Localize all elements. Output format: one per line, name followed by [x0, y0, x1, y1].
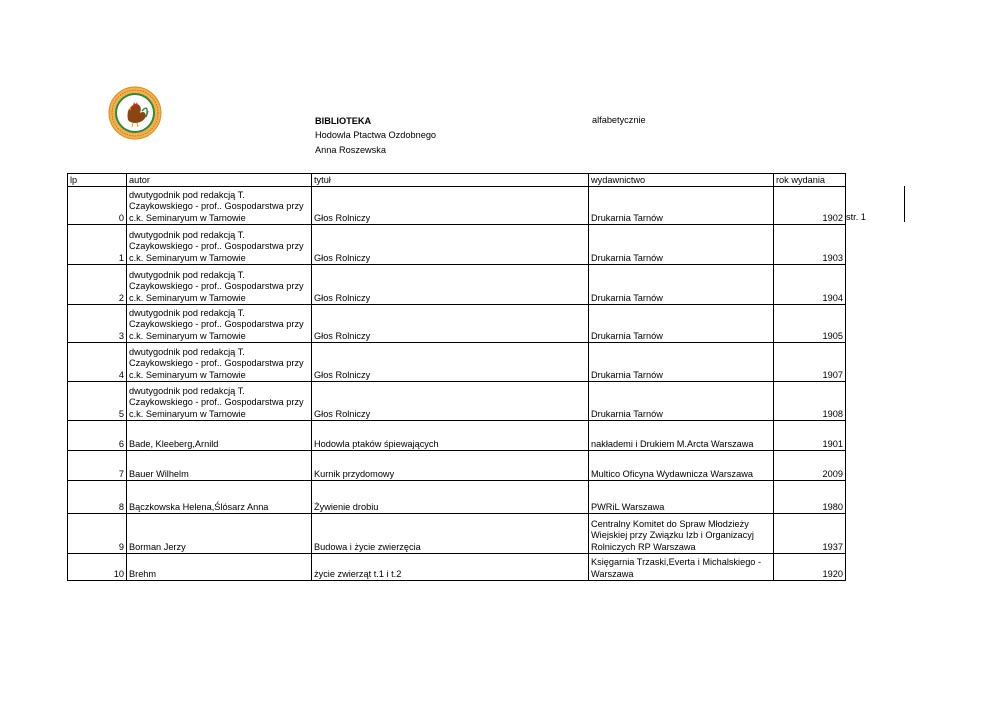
column-header-autor: autor — [127, 174, 312, 187]
cell-autor: Brehm — [127, 554, 312, 581]
cell-lp: 10 — [68, 554, 127, 581]
cell-tytul: Głos Rolniczy — [312, 305, 589, 343]
cell-lp: 9 — [68, 514, 127, 554]
cell-tytul: Hodowla ptaków śpiewających — [312, 421, 589, 451]
cell-rok: 1920 — [774, 554, 846, 581]
cell-tytul: Głos Rolniczy — [312, 265, 589, 305]
table-row — [68, 421, 846, 451]
table-row — [68, 382, 846, 421]
cell-wydawnictwo: Drukarnia Tarnów — [589, 265, 774, 305]
cell-tytul: Kurnik przydomowy — [312, 451, 589, 481]
cell-rok: 1937 — [774, 514, 846, 554]
cell-rok: 1980 — [774, 481, 846, 514]
cell-lp: 2 — [68, 265, 127, 305]
column-header-rok: rok wydania — [774, 174, 846, 187]
table-row — [68, 514, 846, 554]
column-header-tytul: tytuł — [312, 174, 589, 187]
cell-lp: 3 — [68, 305, 127, 343]
cell-rok: 1905 — [774, 305, 846, 343]
cell-lp: 7 — [68, 451, 127, 481]
cell-wydawnictwo: Centralny Komitet do Spraw Młodzieży Wiejskiej przy Związku Izb i Organizacyj Rolniczych RP Warszawa — [589, 514, 774, 554]
cell-autor: dwutygodnik pod redakcją T. Czaykowskiego - prof.. Gospodarstwa przy c.k. Seminaryum w Tarnowie — [127, 305, 312, 343]
cell-rok: 1902 — [774, 187, 846, 225]
cell-autor: dwutygodnik pod redakcją T. Czaykowskiego - prof.. Gospodarstwa przy c.k. Seminaryum w Tarnowie — [127, 382, 312, 421]
table-row — [68, 265, 846, 305]
cell-tytul: Głos Rolniczy — [312, 225, 589, 265]
table-row — [68, 305, 846, 343]
cell-lp: 6 — [68, 421, 127, 451]
rooster-logo-icon — [108, 86, 162, 140]
cell-rok: 2009 — [774, 451, 846, 481]
cell-wydawnictwo: Drukarnia Tarnów — [589, 225, 774, 265]
cell-autor: dwutygodnik pod redakcją T. Czaykowskiego - prof.. Gospodarstwa przy c.k. Seminaryum w Tarnowie — [127, 225, 312, 265]
document-subtitle: Hodowla Ptactwa Ozdobnego — [315, 130, 437, 140]
cell-wydawnictwo: Multico Oficyna Wydawnicza Warszawa — [589, 451, 774, 481]
cell-autor: Bauer Wilhelm — [127, 451, 312, 481]
cell-wydawnictwo: Drukarnia Tarnów — [589, 343, 774, 382]
cell-autor: Borman Jerzy — [127, 514, 312, 554]
cell-rok: 1903 — [774, 225, 846, 265]
cell-wydawnictwo: Drukarnia Tarnów — [589, 305, 774, 343]
document-title: BIBLIOTEKA — [315, 116, 372, 126]
cell-tytul: Żywienie drobiu — [312, 481, 589, 514]
cell-rok: 1908 — [774, 382, 846, 421]
cell-lp: 5 — [68, 382, 127, 421]
table-row — [68, 225, 846, 265]
cell-tytul: Głos Rolniczy — [312, 343, 589, 382]
sort-note: alfabetycznie — [592, 115, 646, 125]
document-author: Anna Roszewska — [315, 145, 386, 155]
cell-lp: 1 — [68, 225, 127, 265]
cell-wydawnictwo: nakłademi i Drukiem M.Arcta Warszawa — [589, 421, 774, 451]
cell-wydawnictwo: Drukarnia Tarnów — [589, 187, 774, 225]
cell-autor: Bączkowska Helena,Ślósarz Anna — [127, 481, 312, 514]
column-header-wydawnictwo: wydawnictwo — [589, 174, 774, 187]
cell-wydawnictwo: Księgarnia Trzaski,Everta i Michalskiego - Warszawa — [589, 554, 774, 581]
cell-tytul: Głos Rolniczy — [312, 382, 589, 421]
cell-autor: dwutygodnik pod redakcją T. Czaykowskiego - prof.. Gospodarstwa przy c.k. Seminaryum w Tarnowie — [127, 343, 312, 382]
cell-autor: Bade, Kleeberg,Arnild — [127, 421, 312, 451]
page-margin-line — [904, 186, 905, 222]
cell-tytul: życie zwierząt t.1 i t.2 — [312, 554, 589, 581]
table-row — [68, 187, 846, 225]
cell-autor: dwutygodnik pod redakcją T. Czaykowskiego - prof.. Gospodarstwa przy c.k. Seminaryum w Tarnowie — [127, 187, 312, 225]
cell-rok: 1907 — [774, 343, 846, 382]
column-header-lp: lp — [68, 174, 127, 187]
cell-autor: dwutygodnik pod redakcją T. Czaykowskiego - prof.. Gospodarstwa przy c.k. Seminaryum w Tarnowie — [127, 265, 312, 305]
cell-lp: 4 — [68, 343, 127, 382]
cell-lp: 0 — [68, 187, 127, 225]
page-number: str. 1 — [846, 212, 866, 222]
cell-tytul: Budowa i życie zwierzęcia — [312, 514, 589, 554]
cell-tytul: Głos Rolniczy — [312, 187, 589, 225]
table-row — [68, 343, 846, 382]
table-row — [68, 481, 846, 514]
cell-rok: 1904 — [774, 265, 846, 305]
cell-wydawnictwo: Drukarnia Tarnów — [589, 382, 774, 421]
library-table — [67, 173, 846, 581]
table-row — [68, 554, 846, 581]
cell-rok: 1901 — [774, 421, 846, 451]
table-header-row — [68, 174, 846, 187]
table-row — [68, 451, 846, 481]
cell-lp: 8 — [68, 481, 127, 514]
cell-wydawnictwo: PWRiL Warszawa — [589, 481, 774, 514]
